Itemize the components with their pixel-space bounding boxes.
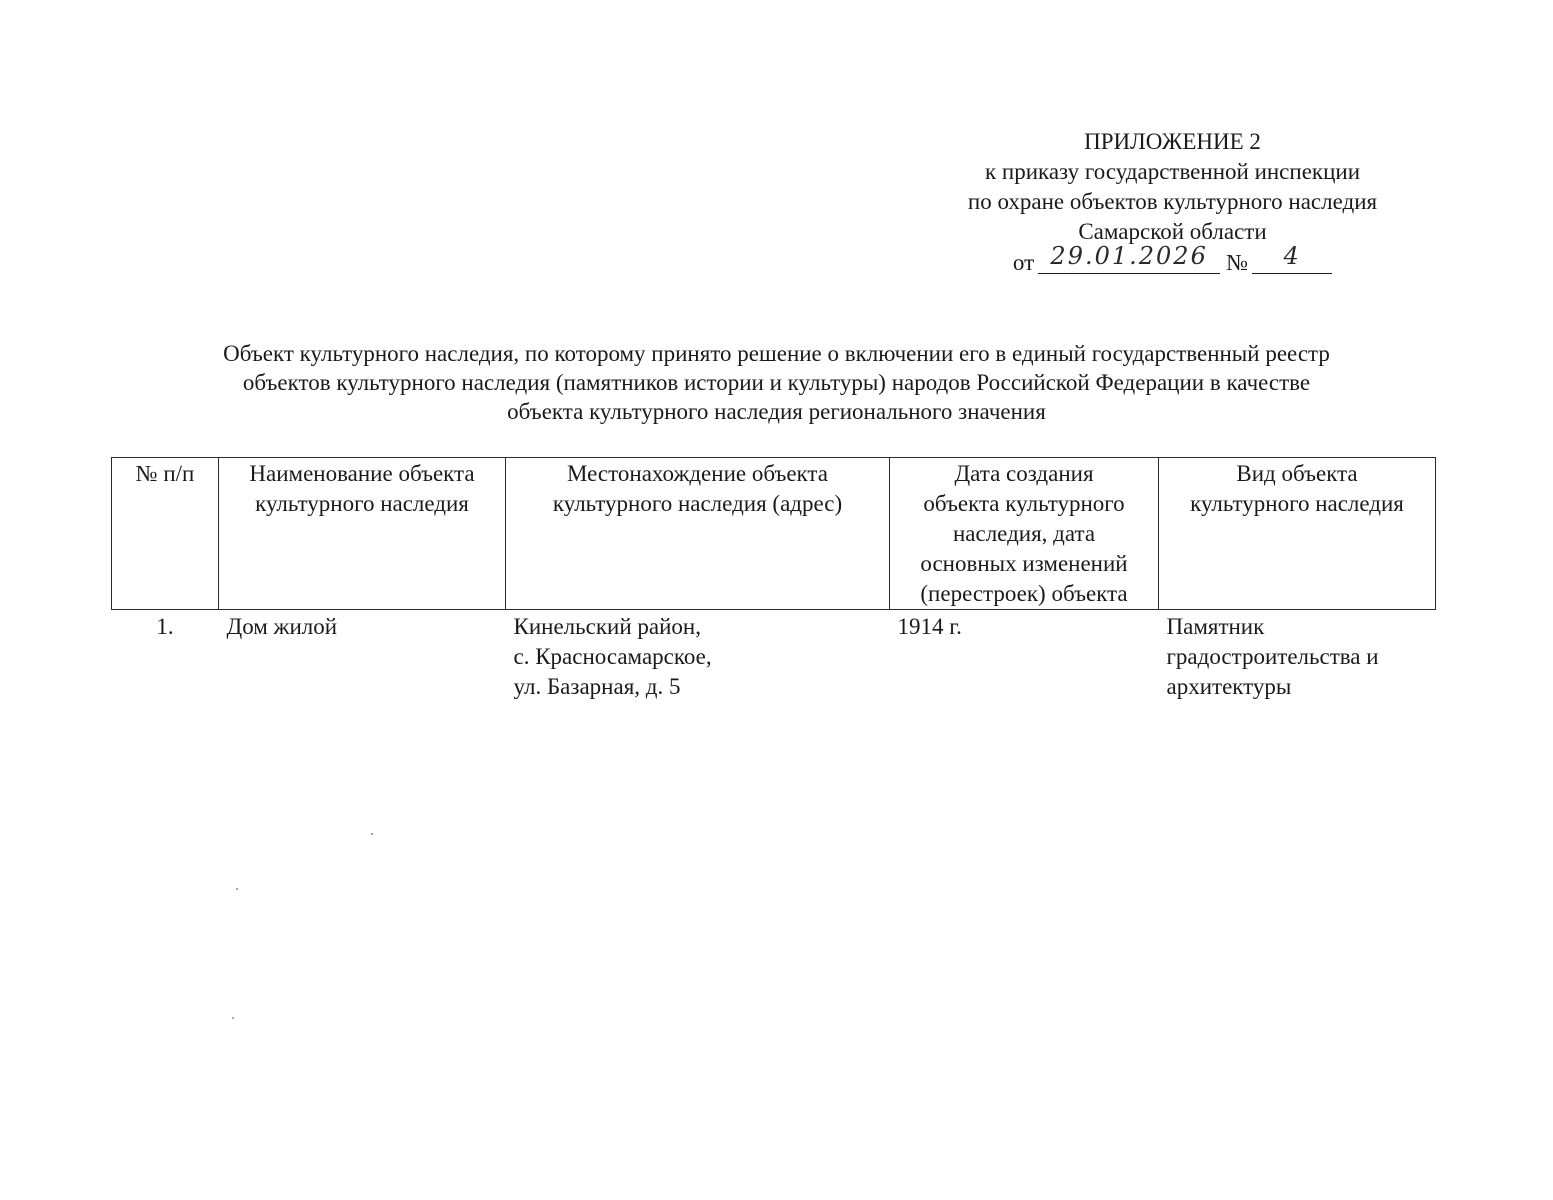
title-line-3: объекта культурного наследия регионального значения [507,399,1046,424]
header-address: Местонахождение объекта культурного наследия (адрес) [506,458,890,610]
row-date: 1914 г. [897,614,962,639]
number-blank [1252,242,1332,274]
header-kind: Вид объекта культурного наследия [1159,458,1436,610]
date-blank [1038,242,1220,274]
from-label: от [1012,250,1035,275]
row-address: Кинельский район, с. Красносамарское, ул. Базарная, д. 5 [513,614,712,699]
table-row [112,610,1436,703]
order-date-number-line [900,242,1445,278]
number-label: № [1226,250,1249,275]
appendix-line-2: по охране объектов культурного наследия [967,189,1378,214]
appendix-header [900,127,1445,278]
row-kind: Памятник градостроительства и архитектуры [1166,614,1379,699]
header-number: № п/п [112,458,219,610]
handwritten-date: 29.01.2026 [1050,242,1208,270]
title-line-2: объектов культурного наследия (памятников истории и культуры) народов Российской Федерации в качестве [242,370,1311,395]
heritage-object-table [111,457,1436,702]
scan-speck [371,833,373,835]
handwritten-number: 4 [1283,242,1301,270]
row-name: Дом жилой [226,614,338,639]
appendix-line-3: Самарской области [1078,219,1267,244]
scan-speck [232,1017,234,1019]
appendix-line-1: к приказу государственной инспекции [984,159,1361,184]
row-number: 1. [156,614,174,639]
scan-speck [236,888,238,890]
title-line-1: Объект культурного наследия, по которому принято решение о включении его в единый государственный реестр [223,341,1330,366]
header-date: Дата создания объекта культурного наследия, дата основных изменений (перестроек) объекта [890,458,1159,610]
table-header-row [112,458,1436,610]
document-title [120,339,1433,426]
appendix-title: ПРИЛОЖЕНИЕ 2 [1084,129,1261,154]
header-name: Наименование объекта культурного наследия [219,458,506,610]
